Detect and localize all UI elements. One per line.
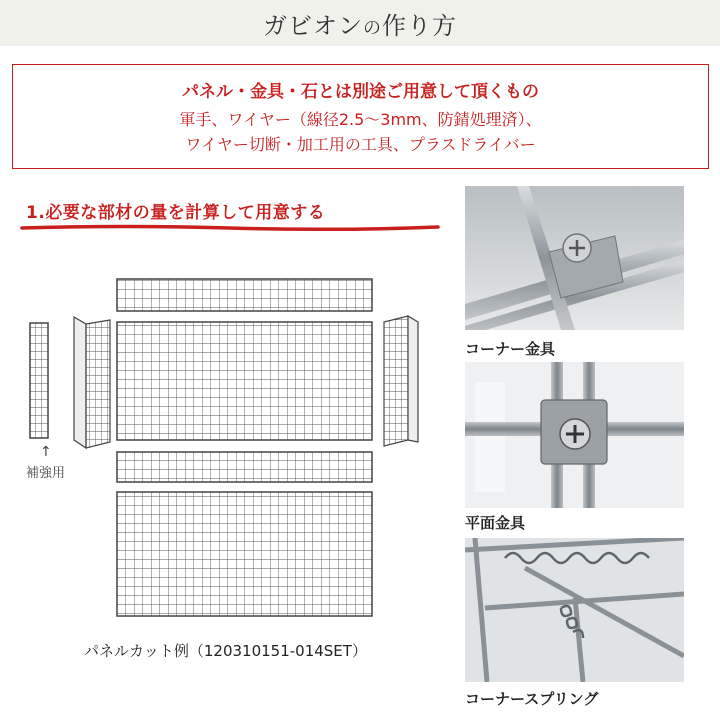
panel-side-right: [384, 316, 418, 446]
panel-cut-caption: パネルカット例（120310151-014SET）: [84, 642, 367, 660]
panel-support: [30, 323, 48, 438]
corner-spring-photo: [465, 538, 684, 682]
panel-bottom: [117, 492, 372, 616]
panel-side-left: [74, 317, 110, 448]
title-rest: 作り方: [382, 12, 457, 40]
required-items-line-2: ワイヤー切断・加工用の工具、プラスドライバー: [185, 135, 536, 154]
step-underline-brush: [20, 223, 440, 233]
step-1-heading: 1.必要な部材の量を計算して用意する: [26, 203, 326, 223]
corner-clip-label: コーナー金具: [465, 340, 556, 358]
flat-clip-photo: [465, 362, 684, 508]
support-label: 補強用: [26, 466, 66, 481]
required-items-box: [12, 64, 709, 169]
title-particle: の: [363, 18, 382, 39]
panel-main: [117, 322, 372, 440]
required-items-line-1: 軍手、ワイヤー（線径2.5～3mm、防錆処理済）、: [179, 110, 542, 129]
panel-top-strip: [117, 279, 372, 311]
panel-middle-strip: [117, 452, 372, 482]
support-arrow-icon: ↑: [40, 444, 52, 460]
page-title: [0, 6, 720, 41]
flat-clip-label: 平面金具: [465, 514, 526, 532]
corner-spring-label: コーナースプリング: [465, 690, 599, 708]
corner-clip-photo: [465, 186, 684, 330]
required-items-heading: パネル・金具・石とは別途ご用意して頂くもの: [182, 82, 539, 102]
title-main: ガビオン: [263, 12, 363, 40]
panel-cut-diagram: [24, 272, 424, 632]
